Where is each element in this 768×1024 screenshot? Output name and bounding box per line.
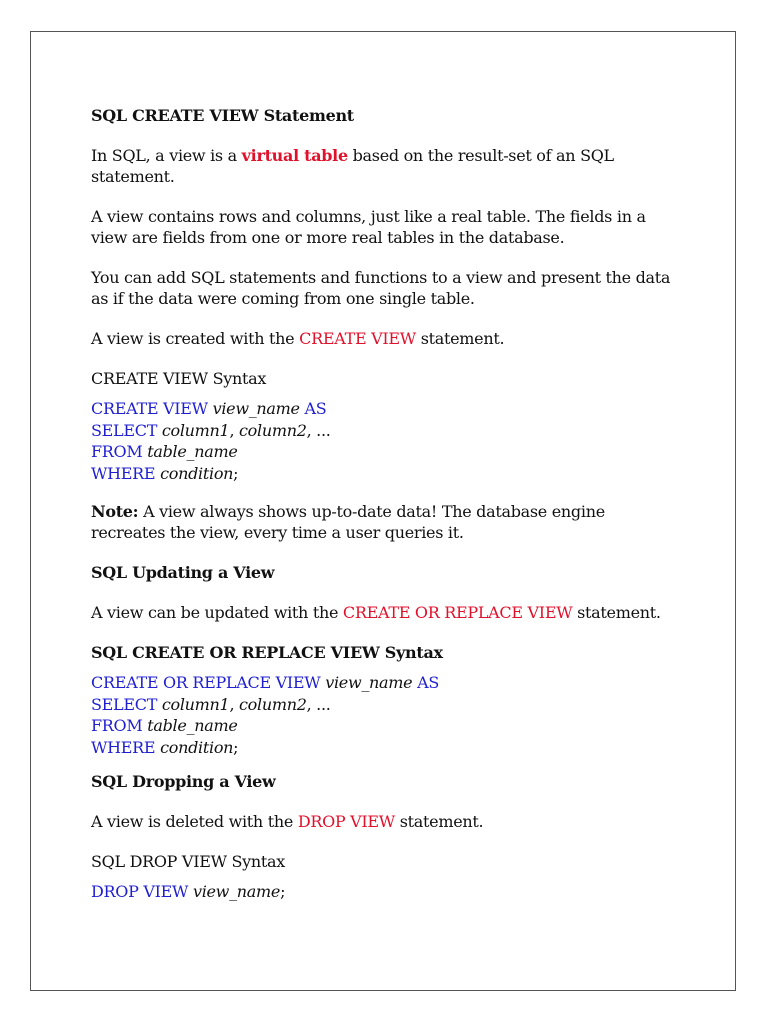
code-line [91, 672, 681, 694]
code-line [91, 441, 681, 463]
drop-view-keyword: DROP VIEW [297, 812, 395, 831]
create-view-keyword: CREATE VIEW [299, 329, 416, 348]
code-keyword: AS [417, 673, 440, 692]
code-line [91, 715, 681, 737]
code-identifier: condition [160, 737, 234, 757]
code-separator: , [229, 420, 240, 440]
rows-columns-paragraph: A view contains rows and columns, just like a real table. The fields in a view are fields from one or more real tables in the database. [91, 207, 646, 247]
section-title-dropping-view: SQL Dropping a View [91, 772, 276, 791]
created-with-paragraph [91, 328, 681, 349]
code-ellipsis: , ... [306, 420, 331, 440]
document-page [30, 31, 736, 991]
code-identifier: view_name [192, 882, 281, 901]
code-line [91, 398, 681, 420]
code-identifier: view_name [212, 399, 300, 418]
code-keyword: SELECT [91, 694, 158, 714]
code-keyword: DROP VIEW [91, 882, 189, 901]
code-line [91, 463, 681, 485]
statements-paragraph: You can add SQL statements and functions to a view and present the data as if the data were coming from one single table. [91, 268, 671, 308]
code-identifier: table_name [147, 442, 238, 461]
create-or-replace-syntax-title: SQL CREATE OR REPLACE VIEW Syntax [91, 643, 443, 662]
intro-text-post: based on the result-set of an SQL statement. [91, 146, 614, 186]
code-identifier: column1 [161, 420, 230, 440]
code-keyword: FROM [91, 716, 143, 735]
code-identifier: condition [160, 463, 234, 483]
create-view-code-block [91, 398, 681, 484]
updated-with-text-post: statement. [572, 603, 661, 622]
code-ellipsis: , ... [306, 694, 331, 714]
code-line [91, 881, 681, 903]
section-title-updating-view: SQL Updating a View [91, 563, 275, 582]
updated-with-paragraph [91, 602, 681, 623]
code-separator: , [229, 694, 240, 714]
note-text: A view always shows up-to-date data! The database engine recreates the view, every time a user queries it. [91, 502, 605, 542]
code-identifier: view_name [325, 673, 413, 692]
code-terminator: ; [280, 882, 286, 901]
code-keyword: WHERE [91, 463, 156, 483]
code-line [91, 694, 681, 716]
code-identifier: table_name [147, 716, 238, 735]
code-identifier: column1 [161, 694, 230, 714]
created-with-text-post: statement. [415, 329, 505, 348]
code-terminator: ; [233, 737, 239, 757]
deleted-with-text-post: statement. [394, 812, 484, 831]
code-terminator: ; [233, 463, 239, 483]
drop-view-code-block [91, 881, 681, 903]
note-label: Note: [91, 502, 139, 521]
created-with-text-pre: A view is created with the [91, 329, 300, 348]
section-title-create-view: SQL CREATE VIEW Statement [91, 106, 354, 125]
code-keyword: CREATE OR REPLACE VIEW [91, 673, 321, 692]
code-line [91, 420, 681, 442]
code-keyword: CREATE VIEW [91, 399, 208, 418]
intro-text-pre: In SQL, a view is a [91, 146, 242, 165]
create-or-replace-view-keyword: CREATE OR REPLACE VIEW [342, 603, 573, 622]
deleted-with-text-pre: A view is deleted with the [91, 812, 298, 831]
document-content [91, 105, 681, 903]
code-keyword: FROM [91, 442, 143, 461]
virtual-table-highlight: virtual table [241, 146, 348, 165]
deleted-with-paragraph [91, 811, 681, 832]
code-keyword: WHERE [91, 737, 156, 757]
drop-view-syntax-label: SQL DROP VIEW Syntax [91, 852, 286, 871]
code-identifier: column2 [239, 420, 307, 440]
code-identifier: column2 [239, 694, 307, 714]
code-keyword: AS [304, 399, 327, 418]
updated-with-text-pre: A view can be updated with the [91, 603, 343, 622]
code-keyword: SELECT [91, 420, 158, 440]
note-paragraph [91, 501, 681, 543]
code-line [91, 737, 681, 759]
intro-paragraph [91, 145, 681, 187]
create-view-syntax-label: CREATE VIEW Syntax [91, 369, 267, 388]
create-or-replace-code-block [91, 672, 681, 758]
